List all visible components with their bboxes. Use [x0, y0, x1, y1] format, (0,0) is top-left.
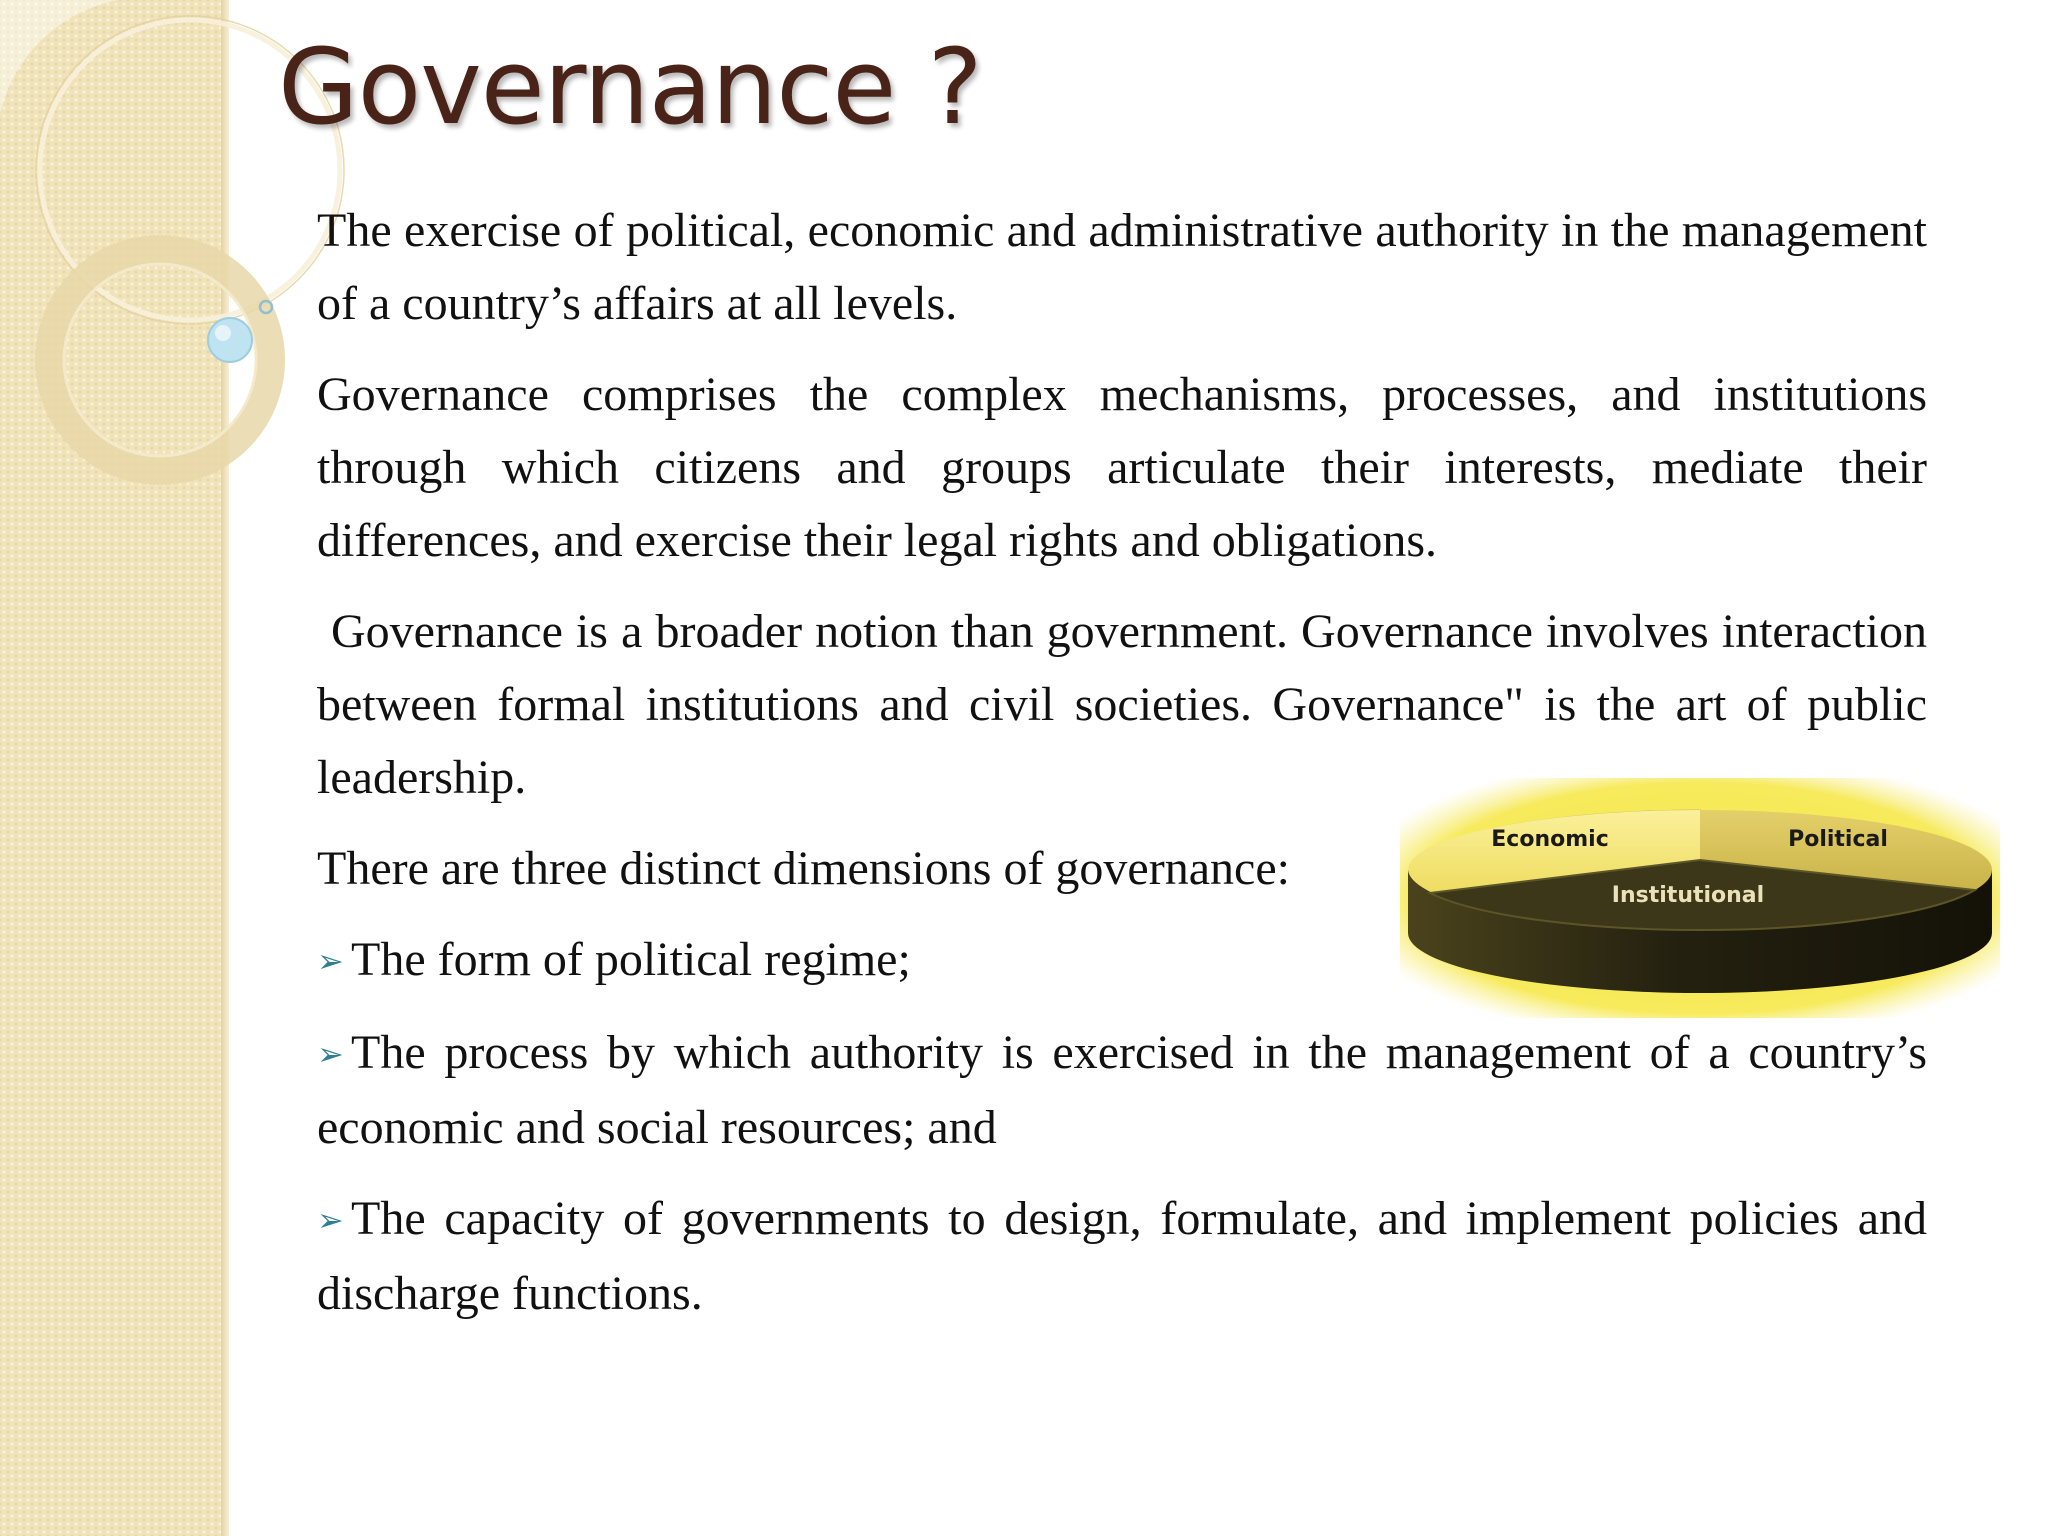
dimensions-intro: There are three distinct dimensions of governance:	[317, 842, 1290, 895]
arrowhead-bullet-icon: ➢	[317, 942, 344, 980]
economic-label: Economic	[1491, 827, 1609, 852]
bullet-item	[317, 1182, 1927, 1330]
bullet-text: The process by which authority is exercised in the management of a country’s economic and social resources; and	[317, 1026, 1927, 1154]
mechanisms-paragraph: Governance comprises the complex mechanisms, processes, and institutions through which citizens and groups articulate their interests, mediate their differences, and exercise their legal rights and obligations.	[317, 368, 1927, 567]
definition-paragraph: The exercise of political, economic and administrative authority in the management of a country’s affairs at all levels.	[317, 204, 1927, 330]
institutional-label: Institutional	[1611, 883, 1765, 908]
slide-title: Governance ?	[278, 26, 982, 148]
arrowhead-bullet-icon: ➢	[317, 1035, 344, 1073]
political-label: Political	[1788, 827, 1888, 852]
slide-body	[317, 194, 1927, 1348]
arrowhead-bullet-icon: ➢	[317, 1201, 344, 1239]
bullet-item	[317, 1016, 1927, 1164]
bullet-text: The form of political regime;	[351, 933, 911, 986]
broader-notion-paragraph: Governance is a broader notion than government. Governance involves interaction between formal institutions and civil societies. Governance" is the art of public leadership.	[317, 605, 1927, 804]
three-dimensions-disc-icon	[1400, 778, 2000, 1018]
governance-dimensions-figure	[1400, 778, 2000, 1018]
bullet-text: The capacity of governments to design, formulate, and implement policies and discharge functions.	[317, 1192, 1927, 1320]
